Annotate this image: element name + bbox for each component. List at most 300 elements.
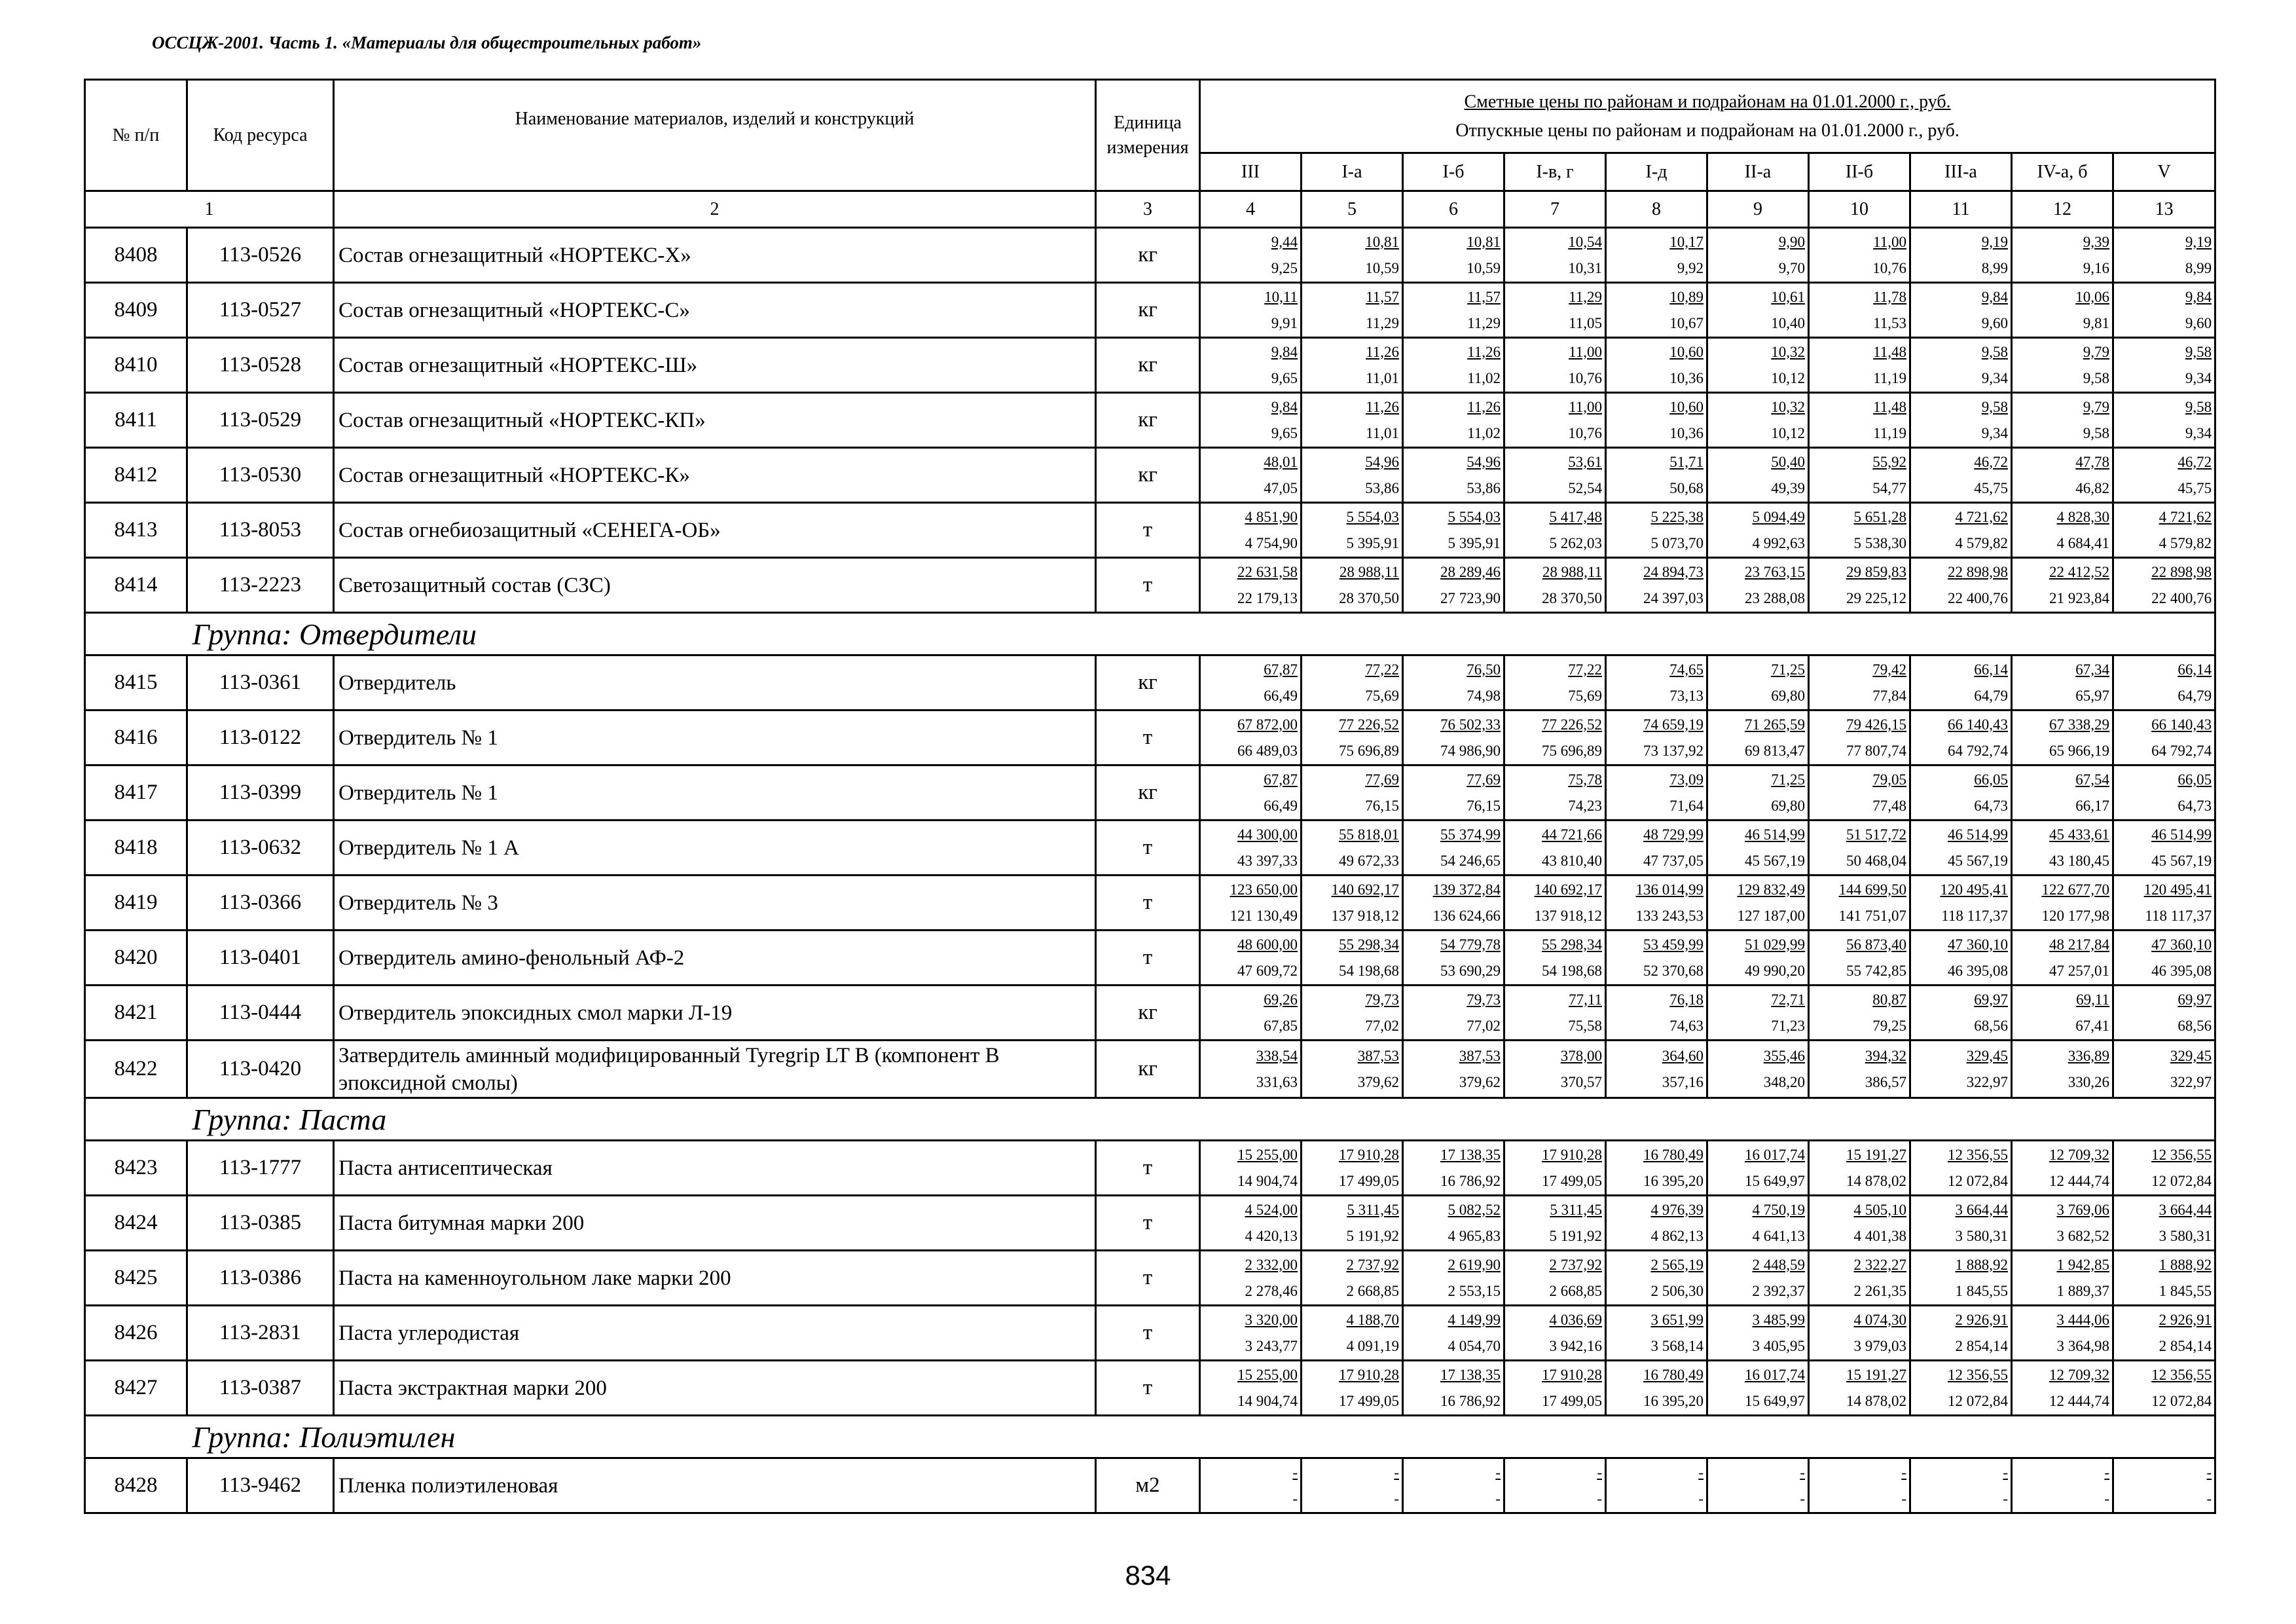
estimated-price: 12 356,55 bbox=[2151, 1146, 2212, 1163]
price-cell bbox=[1910, 283, 2012, 338]
release-price: 43 810,40 bbox=[1542, 852, 1602, 869]
price-cell bbox=[1504, 558, 1606, 613]
unit-of-measure: кг bbox=[1096, 393, 1200, 448]
release-price: 64,79 bbox=[2178, 687, 2212, 704]
table-row bbox=[85, 986, 2215, 1041]
estimated-price: 3 769,06 bbox=[2056, 1201, 2109, 1218]
table-row bbox=[85, 338, 2215, 393]
estimated-price: 79 426,15 bbox=[1846, 716, 1906, 733]
price-cell bbox=[1606, 931, 1707, 986]
region-header: I-а bbox=[1302, 153, 1403, 191]
estimated-price: 10,54 bbox=[1568, 233, 1602, 250]
release-price: - bbox=[2206, 1490, 2212, 1507]
estimated-price: 45 433,61 bbox=[2049, 826, 2109, 843]
column-number: 6 bbox=[1403, 191, 1504, 228]
unit-of-measure: кг bbox=[1096, 448, 1200, 503]
release-price: 4 965,83 bbox=[1448, 1227, 1501, 1244]
estimated-price: 3 664,44 bbox=[1955, 1201, 2008, 1218]
price-cell bbox=[1504, 1458, 1606, 1513]
release-price: 74 986,90 bbox=[1440, 742, 1501, 759]
row-number: 8425 bbox=[85, 1251, 187, 1306]
column-number: 2 bbox=[334, 191, 1096, 228]
resource-code: 113-2223 bbox=[187, 558, 334, 613]
price-cell bbox=[1910, 228, 2012, 283]
unit-of-measure: кг bbox=[1096, 766, 1200, 821]
release-price: 46 395,08 bbox=[2151, 962, 2212, 979]
release-price: 28 370,50 bbox=[1542, 589, 1602, 606]
prices-title-release: Отпускные цены по районам и подрайонам на 01.01.2000 г., руб. bbox=[1455, 120, 1959, 141]
resource-code: 113-0444 bbox=[187, 986, 334, 1041]
estimated-price: 10,61 bbox=[1771, 288, 1805, 305]
estimated-price: 48 217,84 bbox=[2049, 936, 2109, 953]
price-cell bbox=[1403, 1196, 1504, 1251]
release-price: 12 444,74 bbox=[2049, 1172, 2109, 1189]
price-cell bbox=[1302, 448, 1403, 503]
price-cell bbox=[1707, 393, 1809, 448]
estimated-price: 9,39 bbox=[2083, 233, 2109, 250]
col-header-code: Код ресурса bbox=[187, 80, 334, 191]
price-cell bbox=[1302, 1306, 1403, 1361]
price-cell bbox=[1809, 655, 1910, 710]
estimated-price: 12 356,55 bbox=[1948, 1146, 2008, 1163]
price-cell bbox=[2012, 1361, 2113, 1416]
material-name: Затвердитель аминный модифицированный Tyregrip LT В (компонент В эпоксидной смолы) bbox=[334, 1041, 1096, 1098]
price-cell bbox=[1200, 1361, 1302, 1416]
group-row bbox=[85, 1098, 2215, 1141]
release-price: 9,81 bbox=[2083, 314, 2109, 331]
column-number: 9 bbox=[1707, 191, 1809, 228]
estimated-price: 55 374,99 bbox=[1440, 826, 1501, 843]
release-price: 2 553,15 bbox=[1448, 1282, 1501, 1299]
estimated-price: 5 311,45 bbox=[1550, 1201, 1602, 1218]
price-cell bbox=[1606, 558, 1707, 613]
price-cell bbox=[1403, 766, 1504, 821]
estimated-price: 55 298,34 bbox=[1339, 936, 1399, 953]
estimated-price: 136 014,99 bbox=[1635, 881, 1704, 898]
estimated-price: 378,00 bbox=[1560, 1047, 1602, 1064]
estimated-price: 5 311,45 bbox=[1347, 1201, 1399, 1218]
row-number: 8413 bbox=[85, 503, 187, 558]
region-header: III bbox=[1200, 153, 1302, 191]
release-price: 77 807,74 bbox=[1846, 742, 1906, 759]
price-cell bbox=[1809, 931, 1910, 986]
estimated-price: 10,81 bbox=[1365, 233, 1399, 250]
price-cell bbox=[1707, 228, 1809, 283]
price-cell bbox=[2012, 283, 2113, 338]
price-cell bbox=[1504, 1361, 1606, 1416]
row-number: 8419 bbox=[85, 876, 187, 931]
price-cell bbox=[1504, 1041, 1606, 1098]
price-cell bbox=[1403, 986, 1504, 1041]
release-price: 64,73 bbox=[1974, 797, 2008, 814]
price-cell bbox=[1809, 766, 1910, 821]
material-name: Состав огнезащитный «НОРТЕКС-К» bbox=[334, 448, 1096, 503]
estimated-price: 11,57 bbox=[1467, 288, 1501, 305]
estimated-price: 2 926,91 bbox=[1955, 1311, 2008, 1328]
release-price: 5 395,91 bbox=[1346, 534, 1399, 551]
release-price: 1 845,55 bbox=[2159, 1282, 2212, 1299]
price-cell bbox=[2113, 1458, 2215, 1513]
estimated-price: - bbox=[1698, 1464, 1704, 1481]
price-cell bbox=[2113, 1361, 2215, 1416]
release-price: 69,80 bbox=[1771, 797, 1805, 814]
release-price: 4 579,82 bbox=[1955, 534, 2008, 551]
estimated-price: 46,72 bbox=[2178, 453, 2212, 470]
estimated-price: 76,18 bbox=[1669, 991, 1704, 1008]
release-price: 9,70 bbox=[1778, 259, 1805, 276]
table-row bbox=[85, 1251, 2215, 1306]
release-price: 46,82 bbox=[2075, 479, 2109, 496]
release-price: 43 180,45 bbox=[2049, 852, 2109, 869]
release-price: 136 624,66 bbox=[1432, 907, 1501, 924]
estimated-price: 67,34 bbox=[2075, 661, 2109, 678]
price-cell bbox=[1910, 710, 2012, 766]
estimated-price: 17 910,28 bbox=[1542, 1146, 1602, 1163]
price-cell bbox=[1606, 1306, 1707, 1361]
price-cell bbox=[1403, 821, 1504, 876]
estimated-price: 387,53 bbox=[1357, 1047, 1399, 1064]
release-price: 118 117,37 bbox=[2145, 907, 2212, 924]
estimated-price: 394,32 bbox=[1865, 1047, 1906, 1064]
price-cell bbox=[1200, 1141, 1302, 1196]
release-price: 120 177,98 bbox=[2041, 907, 2109, 924]
price-cell bbox=[1504, 338, 1606, 393]
price-cell bbox=[1707, 1041, 1809, 1098]
price-cell bbox=[1809, 503, 1910, 558]
release-price: 9,25 bbox=[1271, 259, 1298, 276]
resource-code: 113-0385 bbox=[187, 1196, 334, 1251]
release-price: 76,15 bbox=[1467, 797, 1501, 814]
column-number: 8 bbox=[1606, 191, 1707, 228]
release-price: 4 401,38 bbox=[1853, 1227, 1906, 1244]
resource-code: 113-0361 bbox=[187, 655, 334, 710]
estimated-price: 5 094,49 bbox=[1752, 508, 1805, 525]
price-cell bbox=[1504, 986, 1606, 1041]
estimated-price: 9,84 bbox=[1271, 398, 1298, 415]
price-cell bbox=[1910, 393, 2012, 448]
release-price: 22 400,76 bbox=[1948, 589, 2008, 606]
estimated-price: 9,58 bbox=[2185, 343, 2212, 360]
price-cell bbox=[1809, 876, 1910, 931]
release-price: 133 243,53 bbox=[1635, 907, 1704, 924]
region-header: III-а bbox=[1910, 153, 2012, 191]
release-price: 2 278,46 bbox=[1245, 1282, 1298, 1299]
price-cell bbox=[1707, 1251, 1809, 1306]
estimated-price: 3 444,06 bbox=[2056, 1311, 2109, 1328]
price-cell bbox=[1910, 558, 2012, 613]
price-cell bbox=[1302, 393, 1403, 448]
price-cell bbox=[2012, 1306, 2113, 1361]
unit-of-measure: т bbox=[1096, 1141, 1200, 1196]
price-cell bbox=[1809, 1196, 1910, 1251]
price-cell bbox=[1200, 338, 1302, 393]
release-price: 76,15 bbox=[1365, 797, 1399, 814]
release-price: 118 117,37 bbox=[1941, 907, 2008, 924]
price-cell bbox=[2113, 1041, 2215, 1098]
estimated-price: 364,60 bbox=[1662, 1047, 1704, 1064]
estimated-price: 4 828,30 bbox=[2056, 508, 2109, 525]
release-price: 331,63 bbox=[1256, 1073, 1298, 1090]
release-price: 52 370,68 bbox=[1643, 962, 1704, 979]
estimated-price: 17 138,35 bbox=[1440, 1366, 1501, 1383]
price-cell bbox=[1809, 283, 1910, 338]
column-number: 10 bbox=[1809, 191, 1910, 228]
estimated-price: 11,00 bbox=[1569, 343, 1602, 360]
release-price: 11,19 bbox=[1873, 369, 1906, 386]
estimated-price: 28 289,46 bbox=[1440, 563, 1501, 580]
release-price: 27 723,90 bbox=[1440, 589, 1501, 606]
estimated-price: 72,71 bbox=[1771, 991, 1805, 1008]
estimated-price: 3 320,00 bbox=[1245, 1311, 1298, 1328]
price-cell bbox=[1809, 1306, 1910, 1361]
estimated-price: 9,84 bbox=[2185, 288, 2212, 305]
price-cell bbox=[1302, 821, 1403, 876]
estimated-price: 55 298,34 bbox=[1542, 936, 1602, 953]
estimated-price: 329,45 bbox=[1966, 1047, 2008, 1064]
price-cell bbox=[1606, 228, 1707, 283]
price-cell bbox=[1302, 655, 1403, 710]
release-price: 5 262,03 bbox=[1549, 534, 1602, 551]
estimated-price: 67,54 bbox=[2075, 771, 2109, 788]
release-price: 8,99 bbox=[2185, 259, 2212, 276]
release-price: 50 468,04 bbox=[1846, 852, 1906, 869]
release-price: 74,63 bbox=[1669, 1017, 1704, 1034]
estimated-price: 69,26 bbox=[1264, 991, 1298, 1008]
price-cell bbox=[1200, 655, 1302, 710]
release-price: 79,25 bbox=[1872, 1017, 1906, 1034]
release-price: 66 489,03 bbox=[1237, 742, 1298, 759]
price-cell bbox=[1403, 1251, 1504, 1306]
release-price: 127 187,00 bbox=[1737, 907, 1805, 924]
release-price: 52,54 bbox=[1568, 479, 1602, 496]
column-number: 1 bbox=[85, 191, 334, 228]
estimated-price: 10,81 bbox=[1467, 233, 1501, 250]
release-price: 45 567,19 bbox=[1745, 852, 1805, 869]
release-price: 357,16 bbox=[1662, 1073, 1704, 1090]
release-price: 9,65 bbox=[1271, 424, 1298, 441]
price-cell bbox=[1606, 766, 1707, 821]
price-cell bbox=[1504, 448, 1606, 503]
estimated-price: 66 140,43 bbox=[1948, 716, 2008, 733]
price-cell bbox=[1910, 1458, 2012, 1513]
release-price: 379,62 bbox=[1357, 1073, 1399, 1090]
estimated-price: 77,69 bbox=[1467, 771, 1501, 788]
release-price: 46 395,08 bbox=[1948, 962, 2008, 979]
price-cell bbox=[1403, 558, 1504, 613]
unit-of-measure: т bbox=[1096, 876, 1200, 931]
release-price: 64 792,74 bbox=[1948, 742, 2008, 759]
resource-code: 113-0387 bbox=[187, 1361, 334, 1416]
unit-of-measure: кг bbox=[1096, 986, 1200, 1041]
estimated-price: 46 514,99 bbox=[1948, 826, 2008, 843]
estimated-price: 51,71 bbox=[1669, 453, 1704, 470]
price-cell bbox=[1910, 338, 2012, 393]
price-cell bbox=[1302, 1361, 1403, 1416]
table-row bbox=[85, 766, 2215, 821]
row-number: 8408 bbox=[85, 228, 187, 283]
row-number: 8411 bbox=[85, 393, 187, 448]
price-cell bbox=[1707, 558, 1809, 613]
release-price: 75,69 bbox=[1568, 687, 1602, 704]
price-cell bbox=[1809, 448, 1910, 503]
material-name: Отвердитель № 1 bbox=[334, 766, 1096, 821]
price-cell bbox=[2012, 228, 2113, 283]
estimated-price: 74,65 bbox=[1669, 661, 1704, 678]
release-price: 3 979,03 bbox=[1853, 1337, 1906, 1354]
estimated-price: 5 651,28 bbox=[1853, 508, 1906, 525]
release-price: 45 567,19 bbox=[1948, 852, 2008, 869]
price-cell bbox=[1200, 931, 1302, 986]
group-row bbox=[85, 1416, 2215, 1458]
row-number: 8412 bbox=[85, 448, 187, 503]
estimated-price: 79,73 bbox=[1467, 991, 1501, 1008]
estimated-price: 4 188,70 bbox=[1346, 1311, 1399, 1328]
estimated-price: 66,05 bbox=[1974, 771, 2008, 788]
release-price: 11,19 bbox=[1873, 424, 1906, 441]
estimated-price: 10,32 bbox=[1771, 343, 1805, 360]
estimated-price: 17 910,28 bbox=[1339, 1366, 1399, 1383]
estimated-price: 16 780,49 bbox=[1643, 1146, 1704, 1163]
unit-of-measure: т bbox=[1096, 1251, 1200, 1306]
release-price: 16 395,20 bbox=[1643, 1392, 1704, 1409]
release-price: 77,48 bbox=[1872, 797, 1906, 814]
price-cell bbox=[1910, 931, 2012, 986]
estimated-price: 139 372,84 bbox=[1432, 881, 1501, 898]
estimated-price: 15 191,27 bbox=[1846, 1146, 1906, 1163]
material-name: Состав огнезащитный «НОРТЕКС-Х» bbox=[334, 228, 1096, 283]
row-number: 8423 bbox=[85, 1141, 187, 1196]
price-cell bbox=[1200, 448, 1302, 503]
column-number: 3 bbox=[1096, 191, 1200, 228]
table-row bbox=[85, 503, 2215, 558]
row-number: 8414 bbox=[85, 558, 187, 613]
release-price: 330,26 bbox=[2068, 1073, 2109, 1090]
price-cell bbox=[2012, 558, 2113, 613]
price-cell bbox=[1707, 986, 1809, 1041]
estimated-price: 28 988,11 bbox=[1542, 563, 1602, 580]
price-cell bbox=[1504, 503, 1606, 558]
material-name: Состав огнебиозащитный «СЕНЕГА-ОБ» bbox=[334, 503, 1096, 558]
release-price: 5 395,91 bbox=[1448, 534, 1501, 551]
estimated-price: 129 832,49 bbox=[1737, 881, 1805, 898]
price-cell bbox=[1910, 448, 2012, 503]
price-cell bbox=[1200, 1196, 1302, 1251]
group-title: Группа: Отвердители bbox=[187, 613, 2215, 655]
estimated-price: 11,57 bbox=[1366, 288, 1399, 305]
price-cell bbox=[2012, 986, 2113, 1041]
material-name: Паста битумная марки 200 bbox=[334, 1196, 1096, 1251]
release-price: 22 179,13 bbox=[1237, 589, 1298, 606]
release-price: 74,23 bbox=[1568, 797, 1602, 814]
release-price: 69,80 bbox=[1771, 687, 1805, 704]
price-cell bbox=[2113, 228, 2215, 283]
price-cell bbox=[1302, 1041, 1403, 1098]
release-price: 47 737,05 bbox=[1643, 852, 1704, 869]
release-price: 4 992,63 bbox=[1752, 534, 1805, 551]
row-number: 8415 bbox=[85, 655, 187, 710]
estimated-price: 71 265,59 bbox=[1745, 716, 1805, 733]
price-cell bbox=[1606, 503, 1707, 558]
estimated-price: 75,78 bbox=[1568, 771, 1602, 788]
estimated-price: 29 859,83 bbox=[1846, 563, 1906, 580]
estimated-price: 17 138,35 bbox=[1440, 1146, 1501, 1163]
release-price: 68,56 bbox=[2178, 1017, 2212, 1034]
price-cell bbox=[1302, 876, 1403, 931]
resource-code: 113-0526 bbox=[187, 228, 334, 283]
unit-of-measure: т bbox=[1096, 710, 1200, 766]
estimated-price: 48,01 bbox=[1264, 453, 1298, 470]
price-cell bbox=[1302, 228, 1403, 283]
release-price: 2 854,14 bbox=[1955, 1337, 2008, 1354]
price-cell bbox=[2113, 1251, 2215, 1306]
estimated-price: 9,58 bbox=[1981, 398, 2008, 415]
price-cell bbox=[1504, 1196, 1606, 1251]
material-name: Светозащитный состав (СЗС) bbox=[334, 558, 1096, 613]
price-cell bbox=[1707, 821, 1809, 876]
estimated-price: 12 356,55 bbox=[2151, 1366, 2212, 1383]
release-price: 28 370,50 bbox=[1339, 589, 1399, 606]
price-cell bbox=[2113, 931, 2215, 986]
region-header: IV-а, б bbox=[2012, 153, 2113, 191]
price-cell bbox=[2012, 503, 2113, 558]
estimated-price: 15 191,27 bbox=[1846, 1366, 1906, 1383]
estimated-price: 3 664,44 bbox=[2159, 1201, 2212, 1218]
release-price: 3 580,31 bbox=[1955, 1227, 2008, 1244]
price-cell bbox=[2012, 1196, 2113, 1251]
price-cell bbox=[1403, 710, 1504, 766]
column-number: 12 bbox=[2012, 191, 2113, 228]
release-price: 9,92 bbox=[1677, 259, 1704, 276]
document-header: ОССЦЖ-2001. Часть 1. «Материалы для общестроительных работ» bbox=[152, 33, 702, 52]
price-cell bbox=[2012, 710, 2113, 766]
price-cell bbox=[2113, 1196, 2215, 1251]
price-cell bbox=[2012, 931, 2113, 986]
unit-of-measure: кг bbox=[1096, 228, 1200, 283]
estimated-price: 71,25 bbox=[1771, 771, 1805, 788]
release-price: 71,23 bbox=[1771, 1017, 1805, 1034]
estimated-price: 11,78 bbox=[1873, 288, 1906, 305]
estimated-price: 67,87 bbox=[1264, 771, 1298, 788]
row-number: 8421 bbox=[85, 986, 187, 1041]
estimated-price: 9,58 bbox=[1981, 343, 2008, 360]
estimated-price: 1 888,92 bbox=[1955, 1256, 2008, 1273]
estimated-price: 11,26 bbox=[1366, 398, 1399, 415]
price-cell bbox=[1302, 931, 1403, 986]
price-cell bbox=[1302, 558, 1403, 613]
release-price: 77,84 bbox=[1872, 687, 1906, 704]
release-price: 68,56 bbox=[1974, 1017, 2008, 1034]
release-price: 10,76 bbox=[1568, 424, 1602, 441]
row-number: 8422 bbox=[85, 1041, 187, 1098]
release-price: 10,12 bbox=[1771, 369, 1805, 386]
release-price: 2 668,85 bbox=[1549, 1282, 1602, 1299]
release-price: 50,68 bbox=[1669, 479, 1704, 496]
price-cell bbox=[2113, 283, 2215, 338]
estimated-price: 74 659,19 bbox=[1643, 716, 1704, 733]
estimated-price: 23 763,15 bbox=[1745, 563, 1805, 580]
price-cell bbox=[2012, 1141, 2113, 1196]
price-cell bbox=[1910, 876, 2012, 931]
table-row bbox=[85, 1141, 2215, 1196]
price-cell bbox=[2113, 710, 2215, 766]
release-price: 14 904,74 bbox=[1237, 1172, 1298, 1189]
price-cell bbox=[1910, 821, 2012, 876]
estimated-price: 4 524,00 bbox=[1245, 1201, 1298, 1218]
release-price: 75,69 bbox=[1365, 687, 1399, 704]
price-cell bbox=[1403, 393, 1504, 448]
estimated-price: 1 888,92 bbox=[2159, 1256, 2212, 1273]
estimated-price: 77,22 bbox=[1365, 661, 1399, 678]
